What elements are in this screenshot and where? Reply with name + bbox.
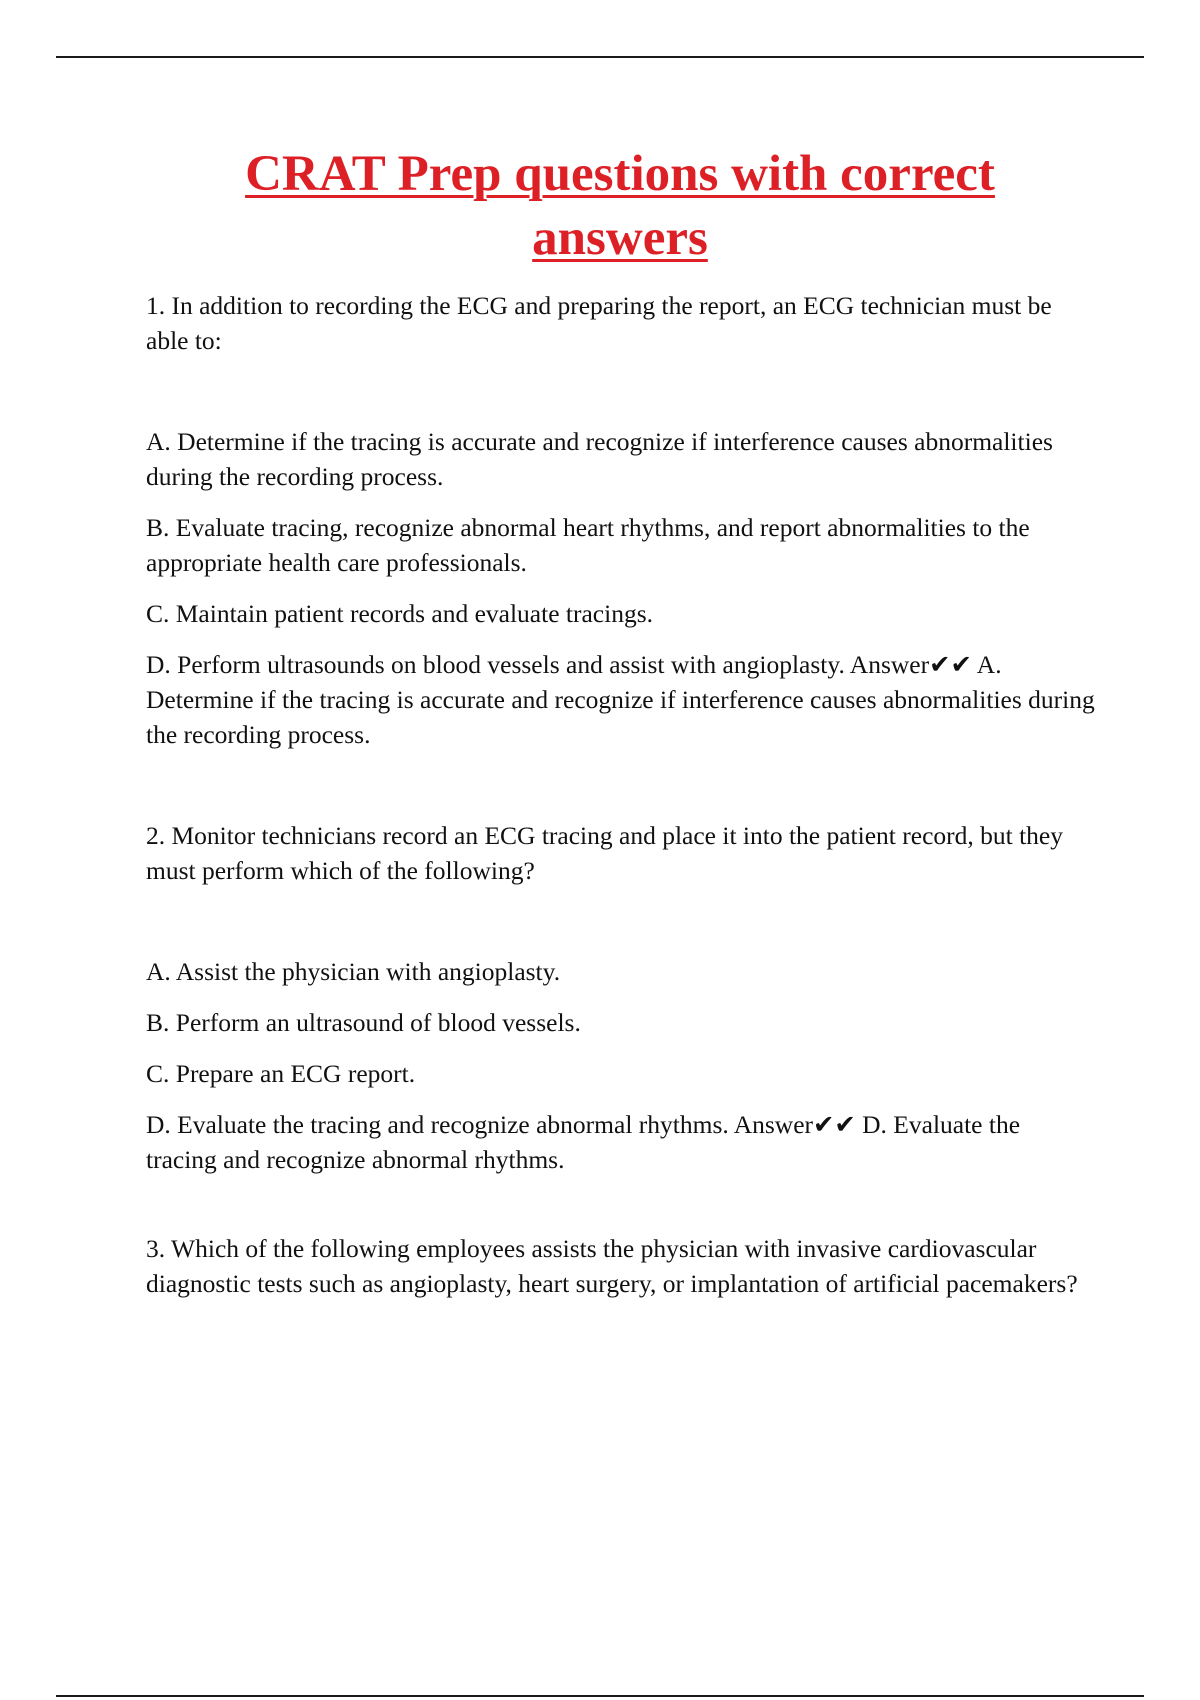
header-rule (56, 56, 1144, 58)
question-2-prompt: 2. Monitor technicians record an ECG tracing and place it into the patient record, but they must perform which of the following? (146, 821, 1063, 885)
document-body (146, 288, 1096, 1301)
question-3-prompt: 3. Which of the following employees assists the physician with invasive cardiovascular diagnostic tests such as angioplasty, heart surgery, or implantation of artificial pacemakers? (146, 1234, 1078, 1298)
footer-rule (56, 1695, 1144, 1697)
question-1-option-c: C. Maintain patient records and evaluate tracings. (146, 599, 653, 628)
document-title: CRAT Prep questions with correct answers (245, 146, 995, 266)
question-2-option-d-answer: D. Evaluate the tracing and recognize abnormal rhythms. Answer✔✔ D. Evaluate the tracing and recognize abnormal rhythms. (146, 1110, 1021, 1174)
question-1-option-d-answer: D. Perform ultrasounds on blood vessels and assist with angioplasty. Answer✔✔ A. Determine if the tracing is accurate and recognize if interference causes abnormalities during the recording process. (146, 650, 1095, 749)
question-1-prompt: 1. In addition to recording the ECG and preparing the report, an ECG technician must be able to: (146, 291, 1052, 355)
question-2-option-a: A. Assist the physician with angioplasty. (146, 957, 561, 986)
question-1-option-b: B. Evaluate tracing, recognize abnormal heart rhythms, and report abnormalities to the appropriate health care professionals. (146, 513, 1030, 577)
question-2-option-c: C. Prepare an ECG report. (146, 1059, 416, 1088)
question-2-option-b: B. Perform an ultrasound of blood vessels. (146, 1008, 581, 1037)
question-1-option-a: A. Determine if the tracing is accurate and recognize if interference causes abnormalities during the recording process. (146, 427, 1053, 491)
